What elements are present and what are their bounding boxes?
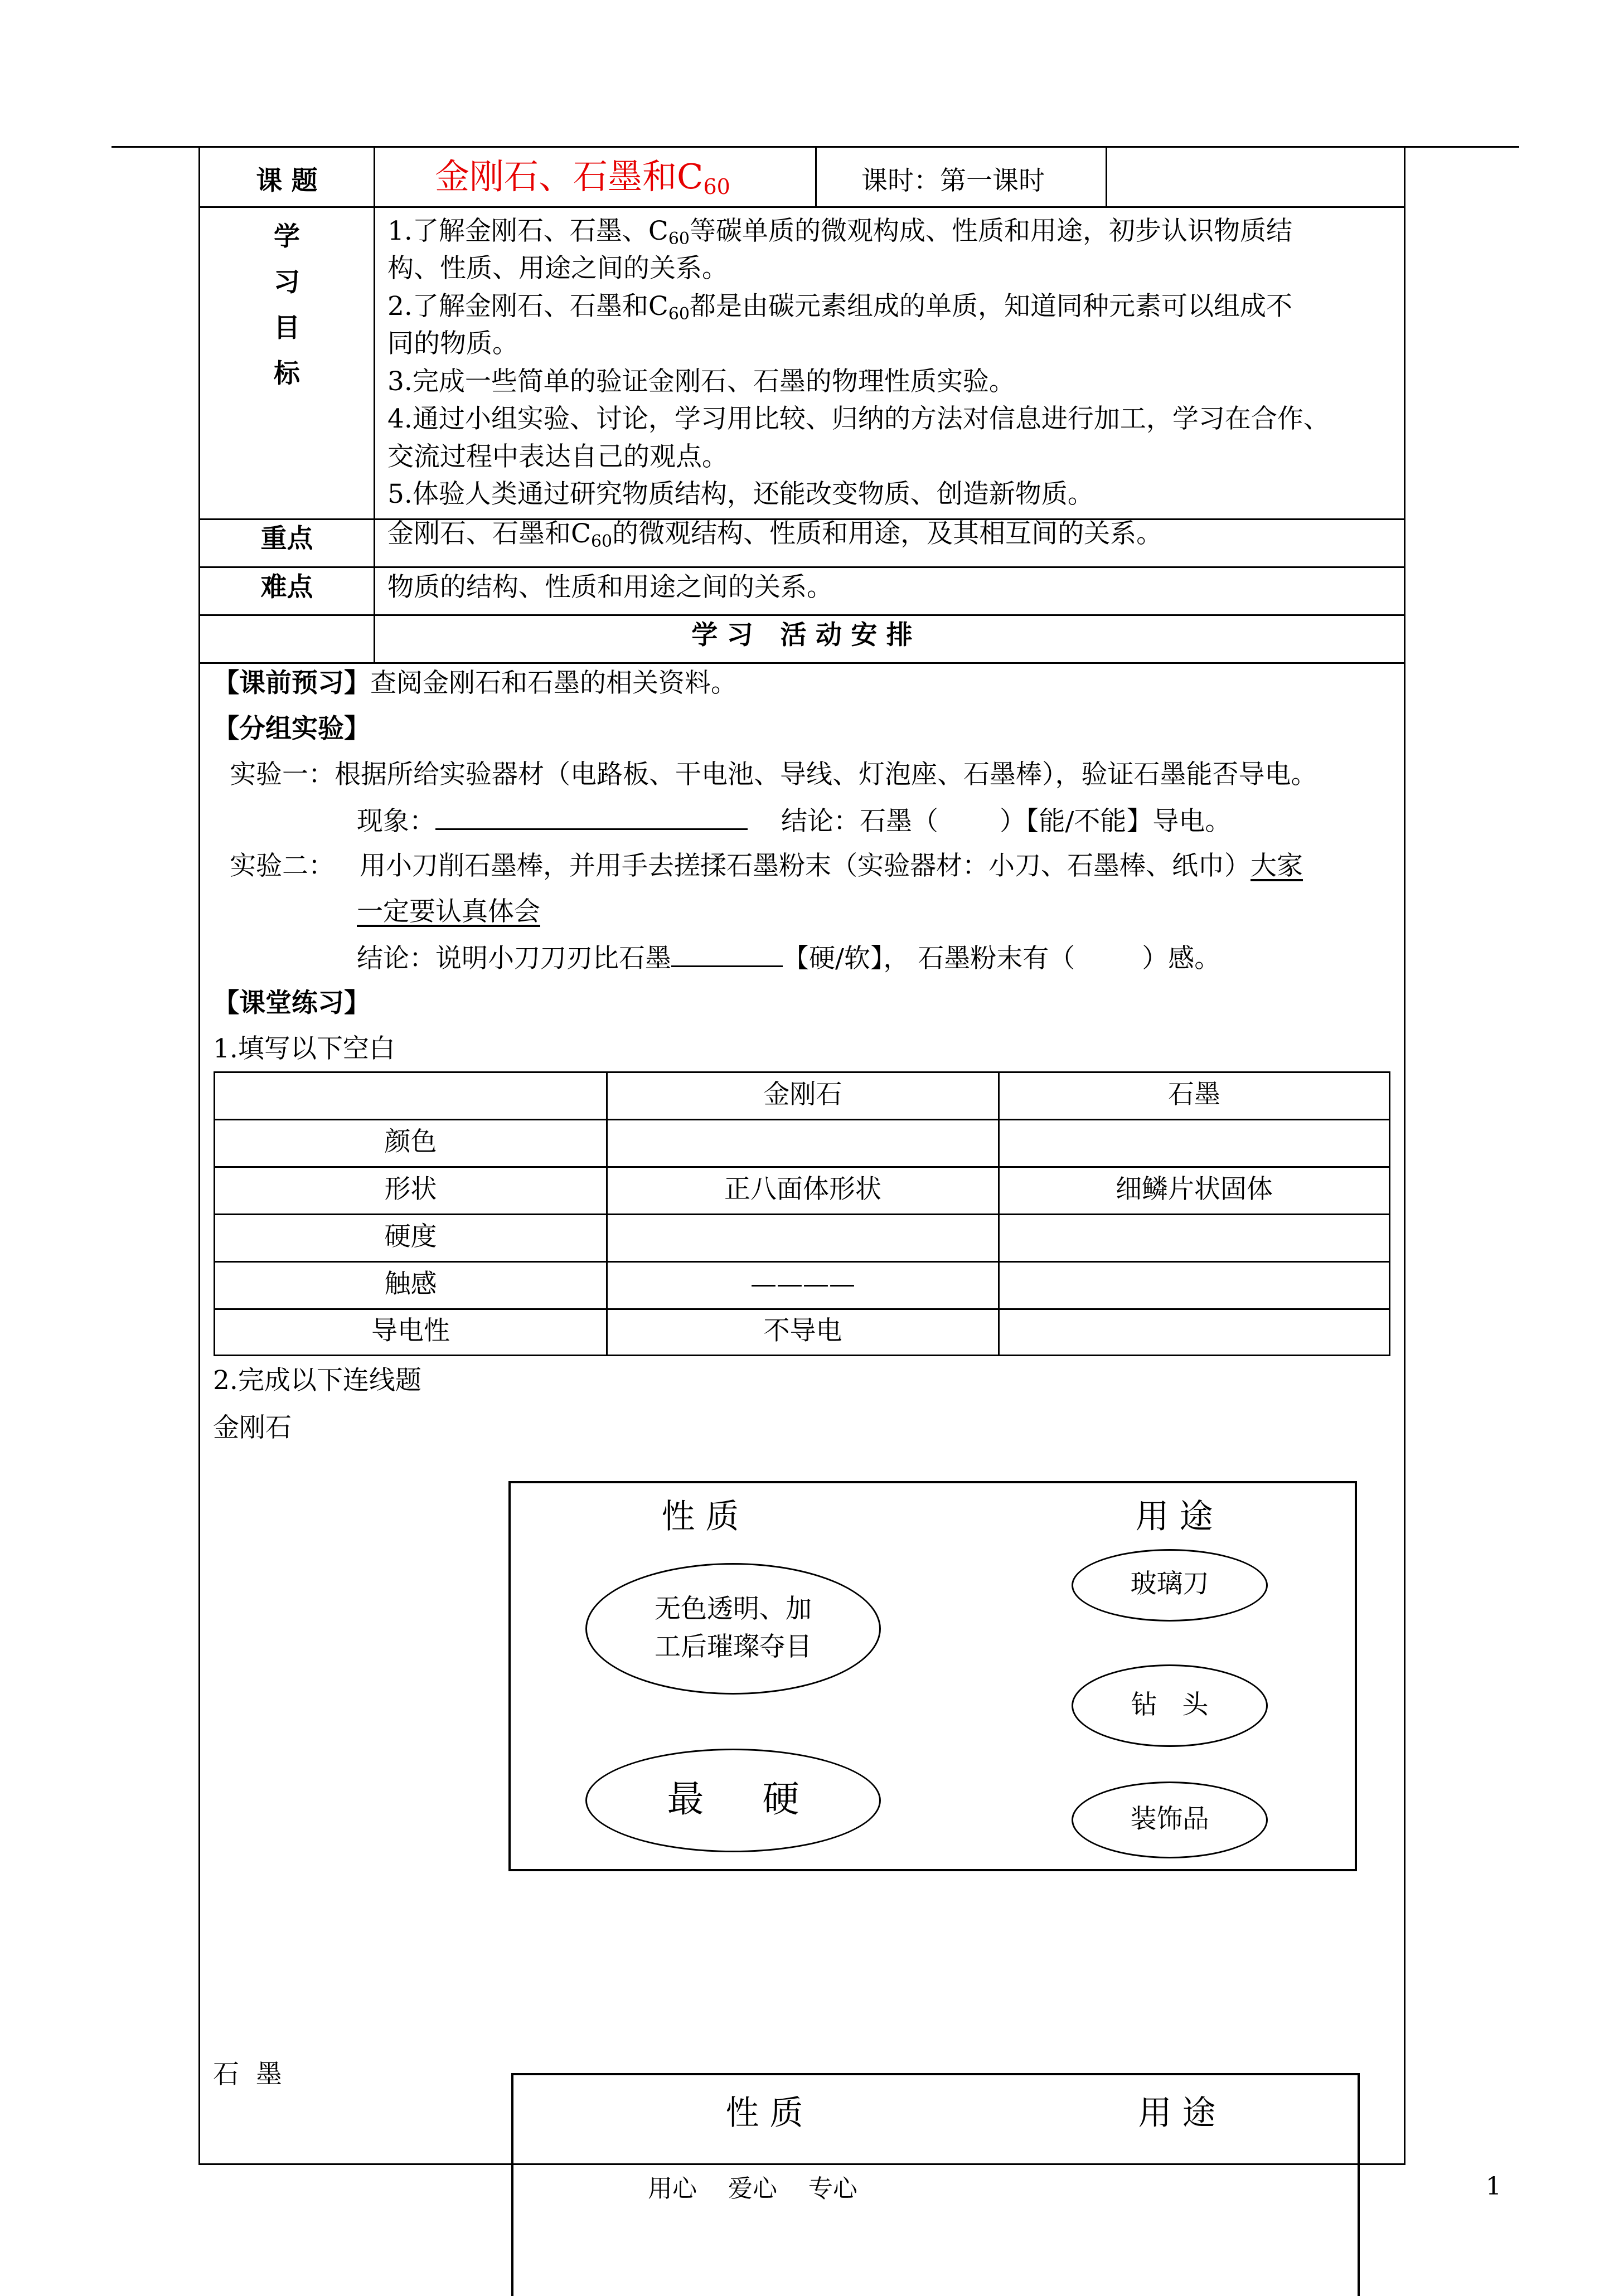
objective-1-sub: 60: [668, 229, 690, 249]
exp2-text: 用小刀削石墨棒，并用手去搓揉石墨粉末（实验器材：小刀、石墨棒、纸巾）: [360, 851, 1251, 881]
ptable-row-label: 触感: [384, 1269, 437, 1299]
ptable-h5: [214, 1308, 1390, 1310]
page-number: 1: [1486, 2172, 1501, 2201]
preview-text: 查阅金刚石和石墨的相关资料。: [370, 668, 737, 698]
period-label: 课时：第一课时: [861, 166, 1045, 196]
exp1-text: 实验一：根据所给实验器材（电路板、干电池、导线、灯泡座、石墨棒），验证石墨能否导电。: [230, 759, 1317, 790]
objectives-label-2: 习: [274, 267, 300, 298]
exp2-underline-1: 大家: [1251, 851, 1303, 881]
objective-line-7: 交流过程中表达自己的观点。: [387, 441, 728, 472]
exp1-result-line: [357, 804, 1231, 838]
ptable-cell: ————: [750, 1269, 855, 1299]
ptable-v0: [214, 1071, 215, 1356]
exp2-line-1: [360, 850, 1303, 883]
objectives-label-1: 学: [274, 221, 300, 252]
ptable-h4: [214, 1261, 1390, 1263]
graphite-prop-title: 性 质: [725, 2094, 803, 2133]
ptable-cell: 细鳞片状固体: [1116, 1174, 1273, 1205]
row-divider-4: [198, 614, 1405, 616]
title-col-divider: [815, 148, 817, 207]
diamond-use-1-text: 玻璃刀: [1130, 1569, 1209, 1599]
objective-line-1: [387, 215, 1292, 256]
diamond-prop-2-text: 最 硬: [667, 1778, 799, 1821]
diamond-prop-1-line-1: 无色透明、加: [655, 1594, 812, 1624]
ptable-cell: 正八面体形状: [724, 1174, 881, 1205]
topic-title: [435, 157, 730, 206]
exp1-conclusion-a: 结论：石墨（: [781, 806, 938, 837]
row-divider-1: [198, 206, 1405, 208]
objective-line-6: 4.通过小组实验、讨论，学习用比较、归纳的方法对信息进行加工，学习在合作、: [387, 404, 1330, 434]
exp1-conclusion-b: ）【能/不能】导电。: [1000, 806, 1232, 837]
objective-2-sub: 60: [668, 304, 690, 324]
practice-label: 【课堂练习】: [213, 988, 370, 1018]
exp2-hardness-blank[interactable]: [671, 941, 783, 967]
objectives-label-4: 标: [274, 358, 300, 389]
objectives-label-3: 目: [274, 313, 300, 343]
row-divider-3: [198, 566, 1405, 568]
key-points-b: 的微观结构、性质和用途，及其相互间的关系。: [612, 518, 1163, 549]
difficulties-label: 难点: [260, 572, 313, 603]
diamond-prop-title: 性 质: [661, 1497, 739, 1536]
diamond-use-1[interactable]: [1072, 1549, 1268, 1622]
diamond-use-2-text: 钻 头: [1131, 1690, 1209, 1720]
group-exp-label: 【分组实验】: [213, 713, 370, 744]
ptable-v1: [606, 1071, 608, 1356]
preview-label: 【课前预习】: [213, 668, 370, 698]
activity-header: 学 习 活 动 安 排: [691, 620, 913, 651]
diamond-prop-1-line-2: 工后璀璨夺目: [655, 1632, 812, 1662]
ptable-header-graphite: 石墨: [1168, 1079, 1220, 1110]
exp1-phenomenon-label: 现象：: [357, 806, 435, 837]
ptable-row-label: 形状: [384, 1174, 437, 1205]
ptable-v3: [1389, 1071, 1390, 1356]
period-col-divider: [1106, 148, 1107, 207]
diamond-label: 金刚石: [213, 1412, 292, 1443]
ptable-h0: [214, 1071, 1390, 1073]
preview-line: [213, 667, 737, 700]
topic-title-sub: 60: [703, 174, 730, 199]
objective-line-4: 同的物质。: [387, 328, 518, 359]
property-table: [214, 1071, 1390, 1356]
label-col-divider: [374, 148, 375, 663]
footer-motto: 用心 爱心 专心: [648, 2174, 857, 2203]
ptable-h3: [214, 1213, 1390, 1215]
graphite-label: 石 墨: [213, 2059, 282, 2090]
table-right-border: [1404, 148, 1405, 2164]
exp2-underline-2: 一定要认真体会: [357, 896, 540, 927]
graphite-matching-box: [511, 2073, 1360, 2296]
ptable-h2: [214, 1166, 1390, 1168]
exp2-label: 实验二：: [230, 851, 335, 881]
objective-line-3: [387, 290, 1292, 331]
key-points-text: [387, 517, 1162, 559]
diamond-prop-1[interactable]: [585, 1563, 881, 1695]
diamond-prop-2[interactable]: [585, 1749, 881, 1852]
objective-line-2: 构、性质、用途之间的关系。: [387, 253, 728, 284]
objective-2b: 都是由碳元素组成的单质，知道同种元素可以组成不: [690, 291, 1292, 322]
graphite-use-title: 用 途: [1138, 2094, 1216, 2133]
topic-label: 课 题: [256, 166, 318, 196]
ptable-h6: [214, 1355, 1390, 1356]
ptable-h1: [214, 1119, 1390, 1120]
exp2-conclusion-a: 结论：说明小刀刀刃比石墨: [357, 943, 671, 974]
key-points-a: 金刚石、石墨和C: [387, 518, 591, 549]
objective-line-8: 5.体验人类通过研究物质结构，还能改变物质、创造新物质。: [387, 479, 1094, 509]
objective-1b: 等碳单质的微观构成、性质和用途，初步认识物质结: [690, 216, 1292, 246]
topic-title-text: 金刚石、石墨和C: [435, 156, 704, 197]
objective-1a: 1.了解金刚石、石墨、C: [387, 216, 668, 246]
table-left-border: [198, 148, 200, 2164]
diamond-matching-box: [508, 1481, 1357, 1871]
difficulties-text: 物质的结构、性质和用途之间的关系。: [387, 572, 833, 603]
key-points-sub: 60: [590, 532, 613, 551]
ptable-header-diamond: 金刚石: [763, 1079, 842, 1110]
practice-q1: 1.填写以下空白: [213, 1033, 395, 1064]
ptable-row-label: 颜色: [384, 1127, 437, 1157]
exp2-conclusion-c: ）感。: [1142, 943, 1221, 974]
key-points-label: 重点: [260, 523, 313, 554]
exp1-phenomenon-blank[interactable]: [435, 804, 748, 830]
practice-q2: 2.完成以下连线题: [213, 1365, 421, 1396]
row-divider-5: [198, 662, 1405, 664]
ptable-cell: 不导电: [763, 1316, 842, 1346]
objective-line-5: 3.完成一些简单的验证金刚石、石墨的物理性质实验。: [387, 366, 1015, 397]
diamond-use-3[interactable]: [1072, 1782, 1268, 1858]
diamond-use-2[interactable]: [1072, 1664, 1268, 1747]
exp2-conclusion: [357, 941, 1220, 975]
diamond-use-title: 用 途: [1135, 1497, 1213, 1536]
diamond-use-3-text: 装饰品: [1130, 1804, 1209, 1834]
ptable-row-label: 硬度: [384, 1221, 437, 1252]
ptable-row-label: 导电性: [371, 1316, 450, 1346]
exp2-conclusion-b: 【硬/软】， 石墨粉末有（: [783, 943, 1075, 974]
ptable-v2: [998, 1071, 1000, 1356]
objective-2a: 2.了解金刚石、石墨和C: [387, 291, 668, 322]
